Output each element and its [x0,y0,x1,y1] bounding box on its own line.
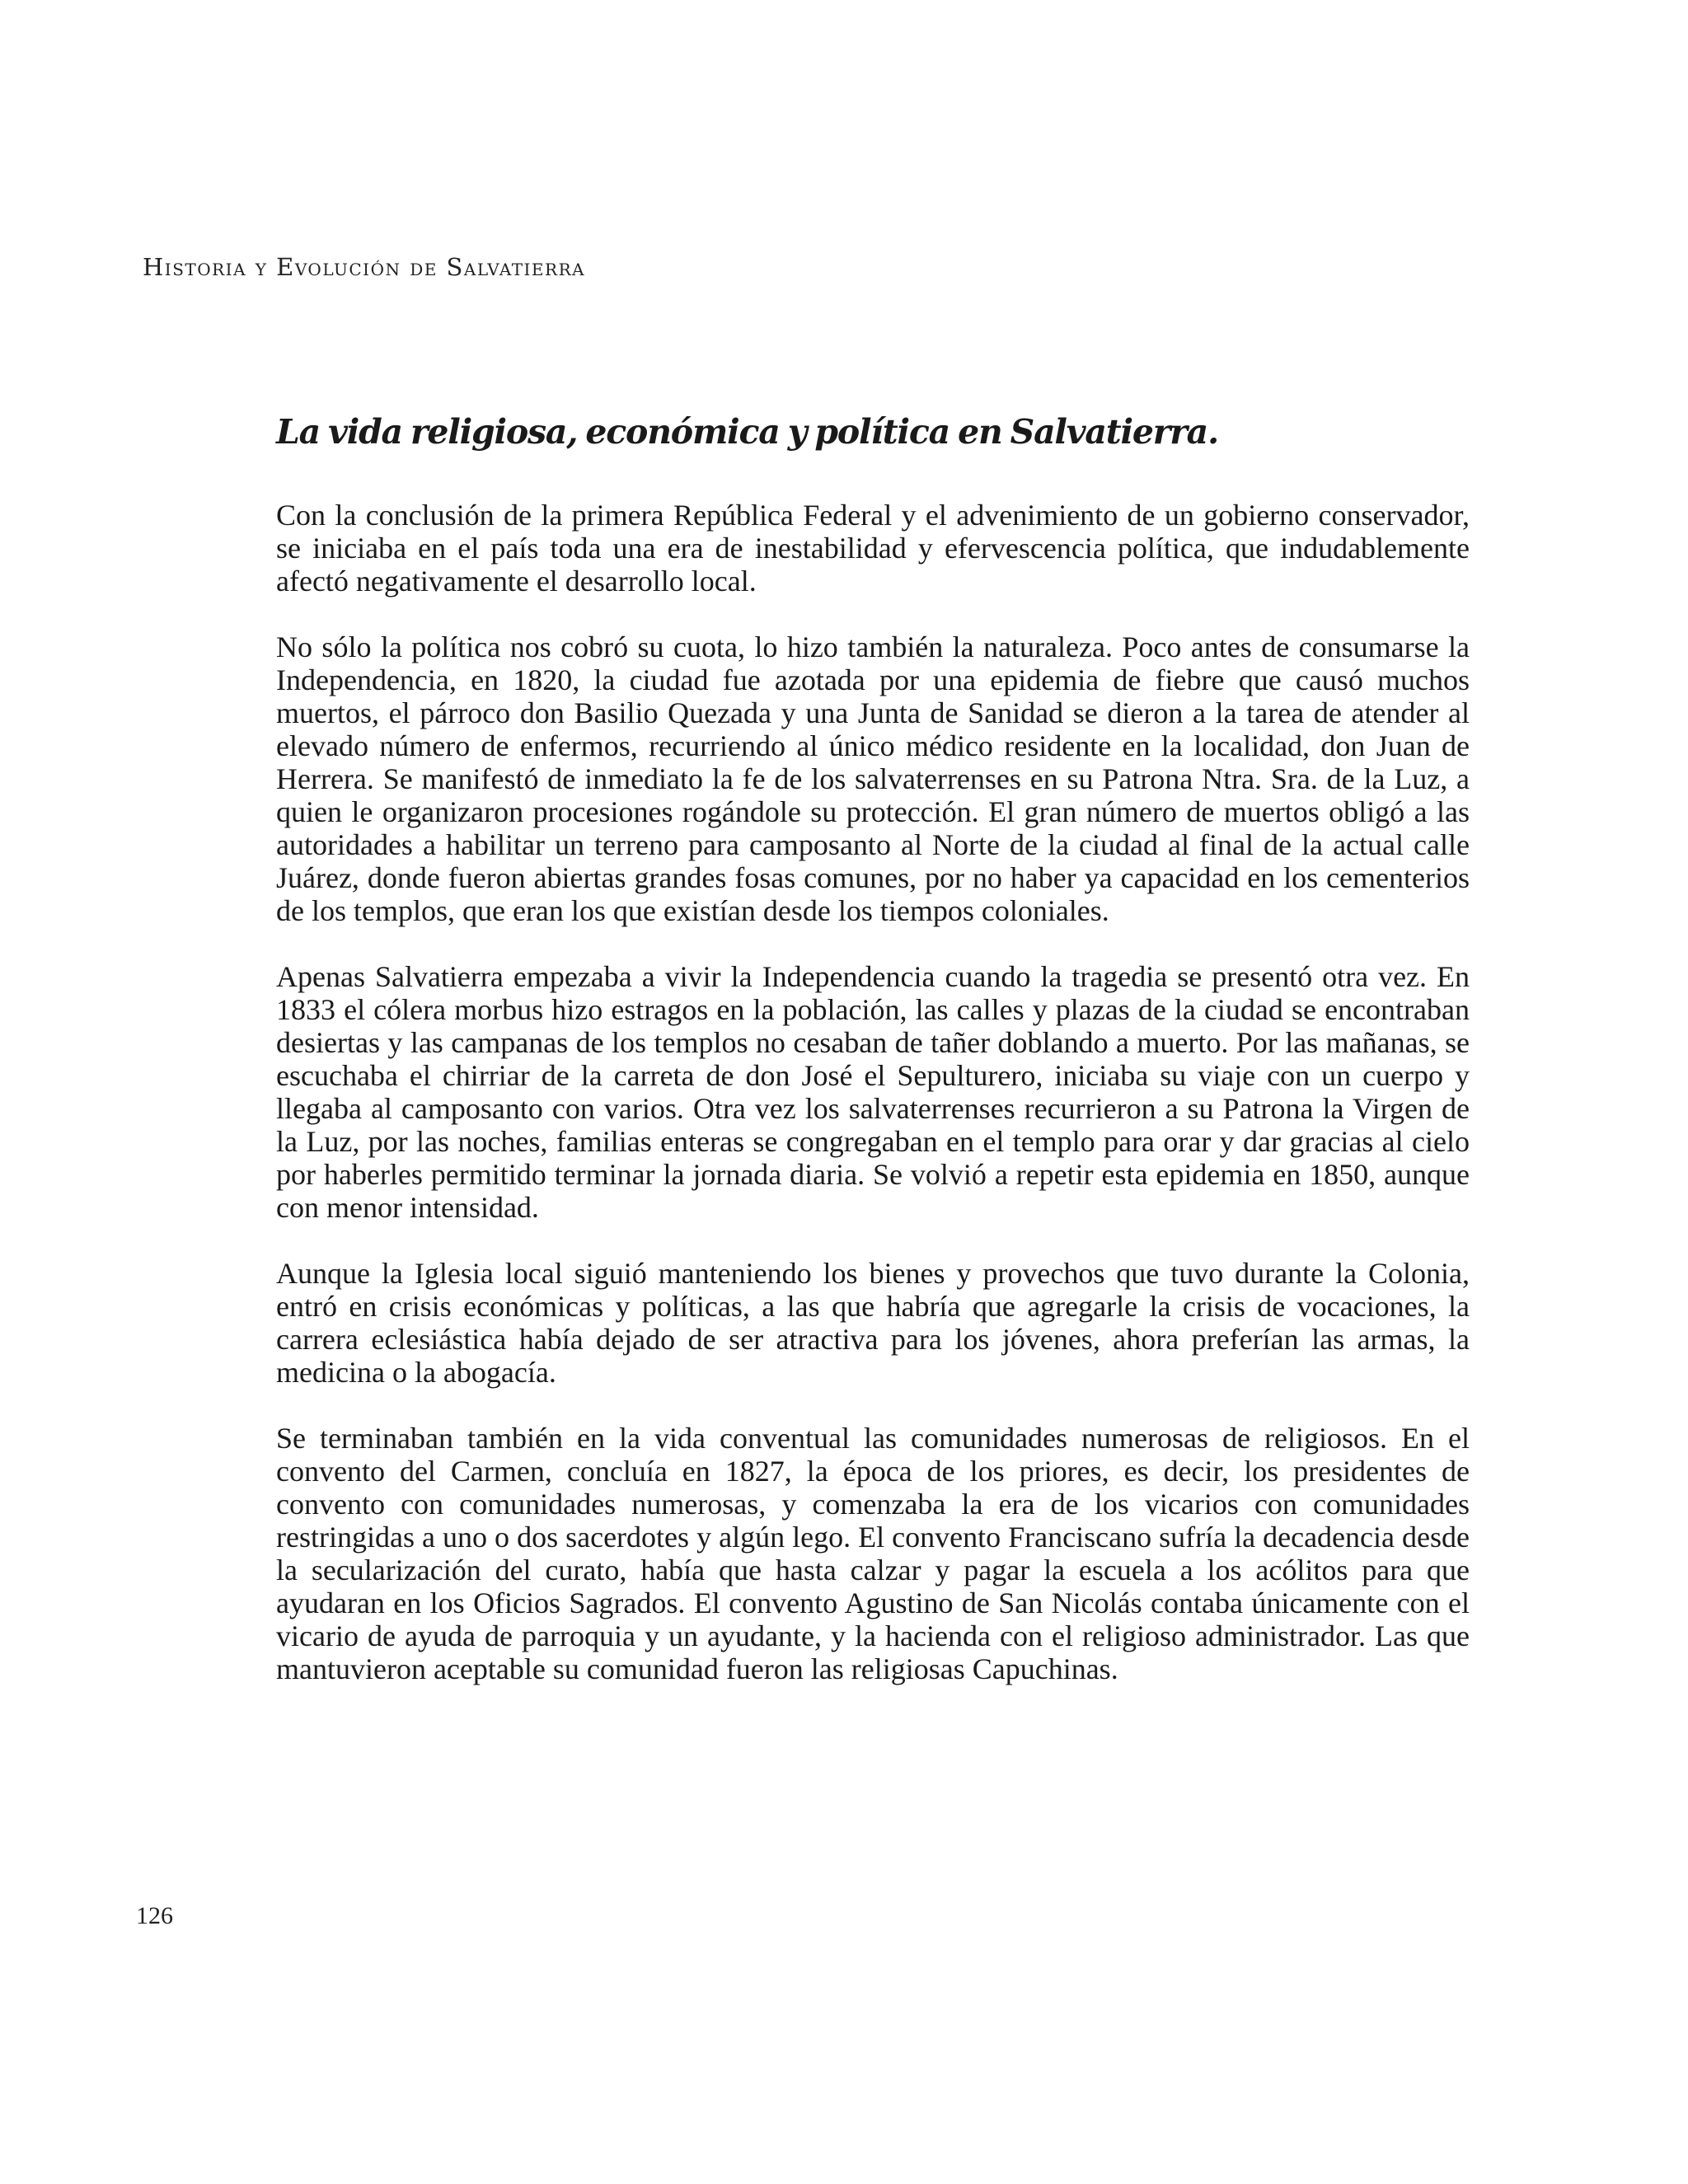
paragraph-3: Apenas Salvatierra empezaba a vivir la Independencia cuando la tragedia se presentó otra vez. En 1833 el cólera morbus hizo estragos en la población, las calles y plazas de la ciudad se encontraban desiertas y las campanas de los templos no cesaban de tañer doblando a muerto. Por las mañanas, se escuchaba el chirriar de la carreta de don José el Sepulturero, iniciaba su viaje con un cuerpo y llegaba al camposanto con varios. Otra vez los salvaterrenses recurrieron a su Patrona la Virgen de la Luz, por las noches, familias enteras se congregaban en el templo para orar y dar gracias al cielo por haberles permitido terminar la jornada diaria. Se volvió a repetir esta epidemia en 1850, aunque con menor intensidad. [276,960,1470,1224]
paragraph-1: Con la conclusión de la primera República Federal y el advenimiento de un gobierno conservador, se iniciaba en el país toda una era de inestabilidad y efervescencia política, que indudablemente afectó negativamente el desarrollo local. [276,499,1470,598]
page-number: 126 [136,1902,173,1929]
paragraph-4: Aunque la Iglesia local siguió manteniendo los bienes y provechos que tuvo durante la Colonia, entró en crisis económicas y políticas, a las que habría que agregarle la crisis de vocaciones, la carrera eclesiástica había dejado de ser atractiva para los jóvenes, ahora preferían las armas, la medicina o la abogacía. [276,1257,1470,1389]
section-title: La vida religiosa, económica y política en Salvatierra. [276,412,1219,452]
paragraph-2: No sólo la política nos cobró su cuota, lo hizo también la naturaleza. Poco antes de consumarse la Independencia, en 1820, la ciudad fue azotada por una epidemia de fiebre que causó muchos muertos, el párroco don Basilio Quezada y una Junta de Sanidad se dieron a la tarea de atender al elevado número de enfermos, recurriendo al único médico residente en la localidad, don Juan de Herrera. Se manifestó de inmediato la fe de los salvaterrenses en su Patrona Ntra. Sra. de la Luz, a quien le organizaron procesiones rogándole su protección. El gran número de muertos obligó a las autoridades a habilitar un terreno para camposanto al Norte de la ciudad al final de la actual calle Juárez, donde fueron abiertas grandes fosas comunes, por no haber ya capacidad en los cementerios de los templos, que eran los que existían desde los tiempos coloniales. [276,630,1470,927]
running-header: Historia y Evolución de Salvatierra [143,253,586,281]
body-text [276,499,1470,1718]
paragraph-5: Se terminaban también en la vida conventual las comunidades numerosas de religiosos. En el convento del Carmen, concluía en 1827, la época de los priores, es decir, los presidentes de convento con comunidades numerosas, y comenzaba la era de los vicarios con comunidades restringidas a uno o dos sacerdotes y algún lego. El convento Franciscano sufría la decadencia desde la secularización del curato, había que hasta calzar y pagar la escuela a los acólitos para que ayudaran en los Oficios Sagrados. El convento Agustino de San Nicolás contaba únicamente con el vicario de ayuda de parroquia y un ayudante, y la hacienda con el religioso administrador. Las que mantuvieron aceptable su comunidad fueron las religiosas Capuchinas. [276,1422,1470,1685]
